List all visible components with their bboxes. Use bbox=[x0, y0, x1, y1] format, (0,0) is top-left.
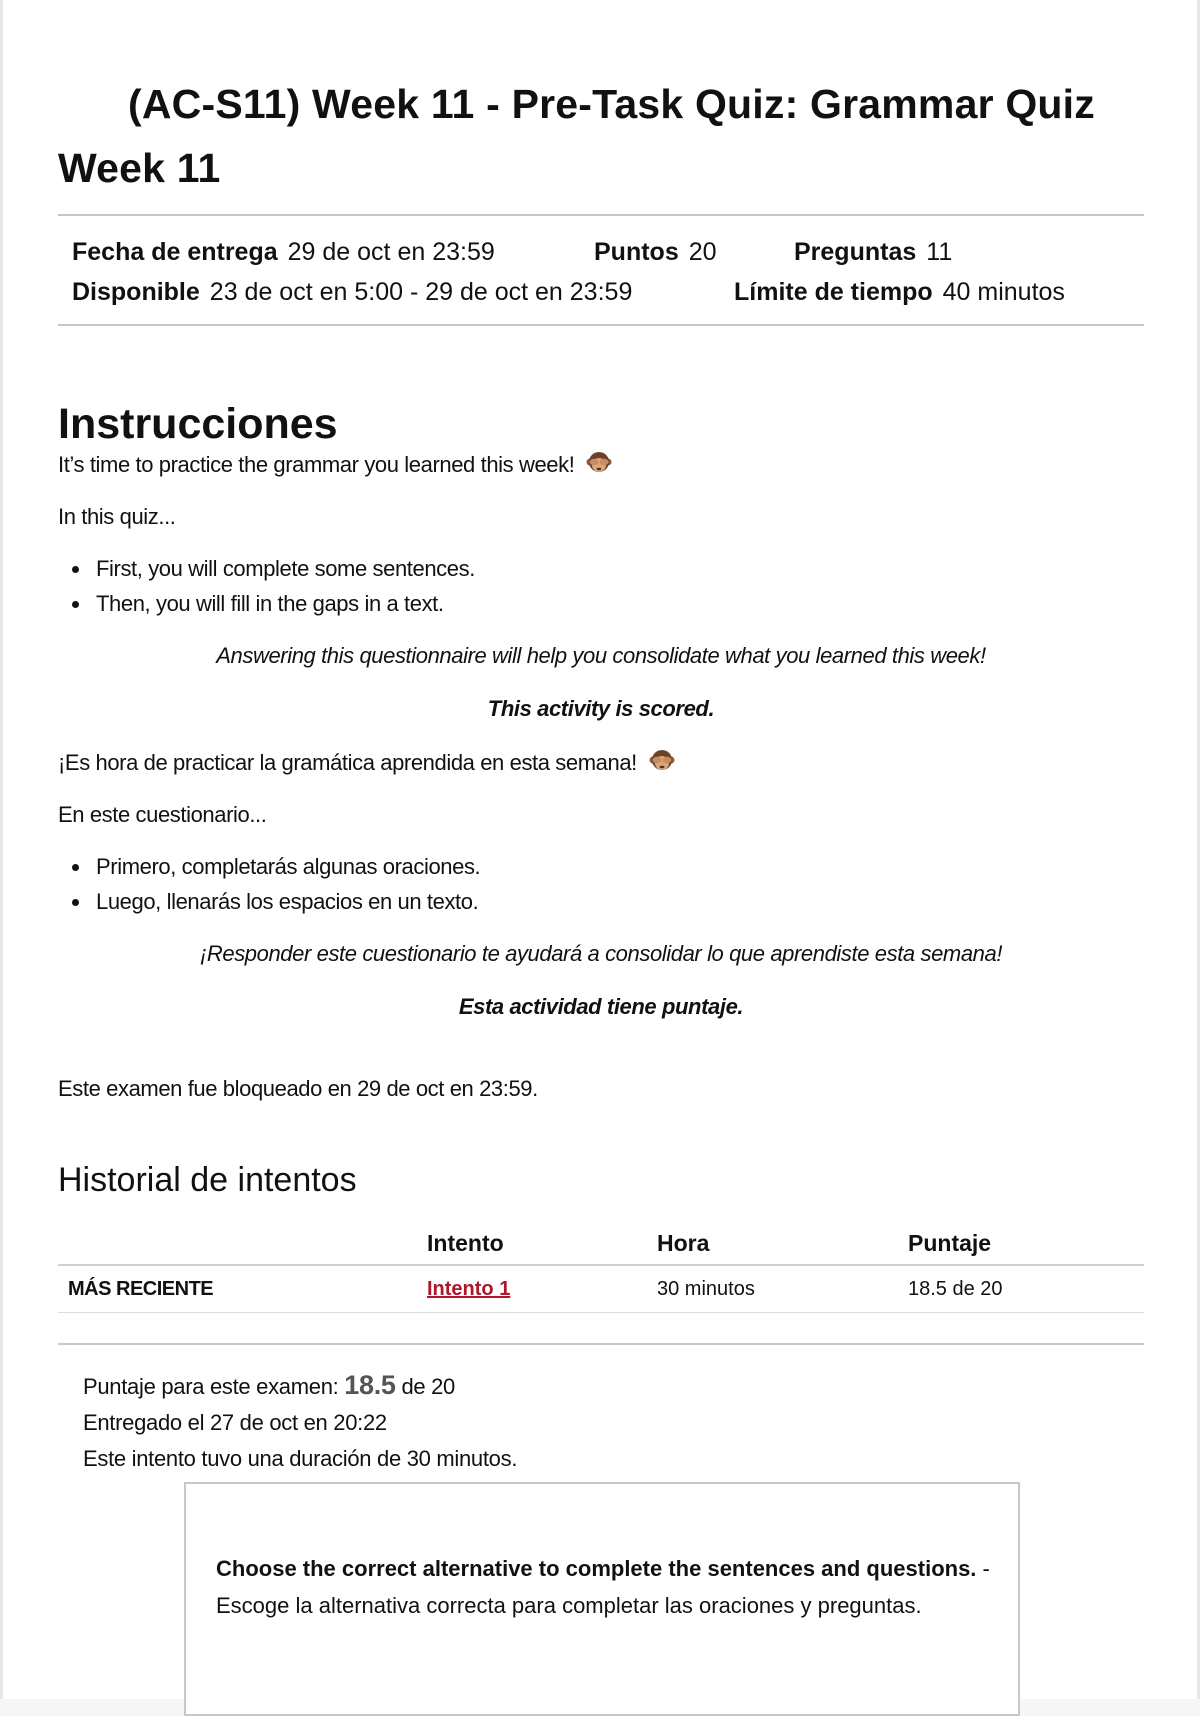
availability bbox=[72, 272, 632, 312]
quiz-title-line2: Week 11 bbox=[58, 145, 221, 191]
divider bbox=[58, 324, 1144, 326]
score-value: 18.5 bbox=[344, 1370, 396, 1400]
instructions-paragraph bbox=[58, 450, 1144, 478]
list-item: Then, you will fill in the gaps in a text. bbox=[96, 591, 1144, 626]
score-cell: 18.5 de 20 bbox=[908, 1265, 1144, 1313]
list-item: First, you will complete some sentences. bbox=[96, 556, 1144, 591]
question-box bbox=[184, 1482, 1020, 1716]
questions-count bbox=[794, 232, 952, 272]
quiz-details bbox=[58, 216, 1144, 324]
en-scored-note: This activity is scored. bbox=[487, 696, 715, 721]
quiz-content bbox=[58, 0, 1144, 1477]
instructions-heading: Instrucciones bbox=[58, 400, 338, 448]
question-instructions bbox=[216, 1550, 996, 1624]
es-quiz-line: En este cuestionario... bbox=[58, 802, 267, 827]
see-no-evil-monkey-icon bbox=[649, 748, 675, 774]
en-bullet-list bbox=[58, 556, 1144, 626]
score-line bbox=[83, 1367, 1144, 1405]
time-limit-label: Límite de tiempo bbox=[734, 278, 933, 306]
score-prefix: Puntaje para este examen: bbox=[83, 1374, 339, 1399]
es-bullet-list bbox=[58, 854, 1144, 924]
see-no-evil-monkey-icon bbox=[586, 450, 612, 476]
available-value: 23 de oct en 5:00 - 29 de oct en 23:59 bbox=[209, 278, 633, 306]
score-suffix: de 20 bbox=[401, 1374, 455, 1399]
due-date-value: 29 de oct en 23:59 bbox=[287, 238, 495, 266]
attempt-history-heading: Historial de intentos bbox=[58, 1161, 357, 1199]
es-scored-note: Esta actividad tiene puntaje. bbox=[458, 994, 744, 1019]
divider bbox=[58, 1343, 1144, 1345]
es-intro-paragraph bbox=[58, 748, 1144, 776]
attempt-cell bbox=[427, 1265, 657, 1313]
details-row-2 bbox=[65, 272, 1137, 312]
time-cell: 30 minutos bbox=[657, 1265, 908, 1313]
details-row-1 bbox=[65, 232, 1137, 272]
column-header-score: Puntaje bbox=[908, 1222, 1144, 1265]
duration-line: Este intento tuvo una duración de 30 minutos. bbox=[83, 1446, 518, 1471]
table-header-row bbox=[58, 1222, 1144, 1265]
en-italic-note: Answering this questionnaire will help you consolidate what you learned this week! bbox=[216, 643, 986, 668]
table-row bbox=[58, 1265, 1144, 1313]
time-limit-value: 40 minutos bbox=[942, 278, 1065, 306]
quiz-title bbox=[58, 72, 1144, 200]
time-limit bbox=[734, 272, 1065, 312]
instructions-body bbox=[58, 450, 1144, 1102]
attempt-1-link[interactable]: Intento 1 bbox=[427, 1277, 511, 1300]
column-header-attempt: Intento bbox=[427, 1222, 657, 1265]
en-intro: It’s time to practice the grammar you learned this week! bbox=[58, 452, 575, 477]
es-intro: ¡Es hora de practicar la gramática aprendida en esta semana! bbox=[58, 750, 637, 775]
question-rest-text: - Escoge la alternativa correcta para completar las oraciones y preguntas. bbox=[216, 1556, 990, 1618]
list-item: Luego, llenarás los espacios en un texto. bbox=[96, 889, 1144, 924]
points-value: 20 bbox=[688, 238, 717, 266]
en-quiz-line: In this quiz... bbox=[58, 504, 176, 529]
points bbox=[594, 232, 717, 272]
column-header bbox=[58, 1222, 427, 1265]
submitted-line: Entregado el 27 de oct en 20:22 bbox=[83, 1410, 387, 1435]
row-label: MÁS RECIENTE bbox=[58, 1265, 427, 1313]
question-bold-text: Choose the correct alternative to complete the sentences and questions. bbox=[216, 1556, 977, 1581]
due-date bbox=[72, 232, 495, 272]
es-italic-note: ¡Responder este cuestionario te ayudará a consolidar lo que aprendiste esta semana! bbox=[199, 941, 1003, 966]
questions-label: Preguntas bbox=[794, 238, 917, 266]
list-item: Primero, completarás algunas oraciones. bbox=[96, 854, 1144, 889]
column-header-time: Hora bbox=[657, 1222, 908, 1265]
available-label: Disponible bbox=[72, 278, 200, 306]
due-date-label: Fecha de entrega bbox=[72, 238, 278, 266]
quiz-title-line1: (AC-S11) Week 11 - Pre-Task Quiz: Grammar Quiz bbox=[128, 81, 1095, 127]
points-label: Puntos bbox=[594, 238, 679, 266]
attempt-history-table bbox=[58, 1222, 1144, 1313]
attempt-summary bbox=[83, 1367, 1144, 1477]
page-edge-left bbox=[0, 0, 3, 1699]
questions-value: 11 bbox=[926, 238, 953, 266]
lock-notice: Este examen fue bloqueado en 29 de oct en 23:59. bbox=[58, 1076, 538, 1101]
